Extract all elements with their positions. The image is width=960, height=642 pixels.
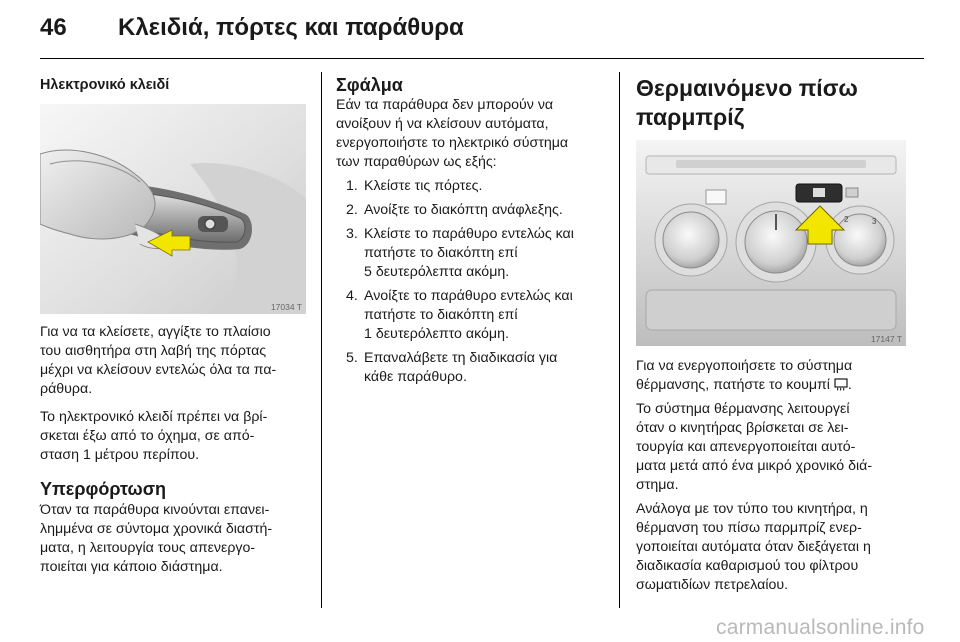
column-divider-2 xyxy=(619,72,620,608)
fault-heading: Σφάλμα xyxy=(336,75,403,95)
heated-rear-window-heading: Θερμαινόμενο πίσω παρμπρίζ xyxy=(636,75,858,130)
para-overload: Όταν τα παράθυρα κινούνται επανει- λημμένα σε σύντομα χρονικά διαστή- ματα, η λειτουργία τους απενεργο- ποιείται για κάποιο διάστημα. xyxy=(40,502,273,575)
para-heating-operation: Το σύστημα θέρμανσης λειτουργεί όταν ο κινητήρας βρίσκεται σε λει- τουργία και απενεργοποιείται αυτό- ματα μετά από ένα μικρό χρονικό διά- στημα. xyxy=(636,401,873,493)
fault-steps-list xyxy=(336,177,612,387)
watermark: carmanualsonline.info xyxy=(716,616,925,639)
list-item: 2. Ανοίξτε το διακόπτη ανάφλεξης. xyxy=(346,202,563,218)
overload-heading: Υπερφόρτωση xyxy=(40,479,167,499)
control-panel-figure xyxy=(636,140,906,346)
heated-rear-window-icon xyxy=(834,378,848,391)
list-item: 1. Κλείστε τις πόρτες. xyxy=(346,178,483,194)
door-handle-figure xyxy=(40,104,306,314)
para-close-windows: Για να τα κλείσετε, αγγίξτε το πλαίσιο του αισθητήρα στη λαβή της πόρτας μέχρι να κλείσουν εντελώς όλα τα πα- ράθυρα. xyxy=(40,324,277,397)
column-1 xyxy=(40,76,310,95)
para-fault-intro: Εάν τα παράθυρα δεν μπορούν να ανοίξουν ή να κλείσουν αυτόματα, ενεργοποιήστε το ηλεκτρικό σύστημα των παραθύρων ως εξής: xyxy=(336,97,569,170)
column-divider-1 xyxy=(321,72,322,608)
list-item: 3. Κλείστε το παράθυρο εντελώς και πατήστε το διακόπτη επί 5 δευτερόλεπτα ακόμη. xyxy=(346,226,574,280)
column-1-text xyxy=(40,323,312,577)
list-item: 5. Επαναλάβετε τη διαδικασία για κάθε παράθυρο. xyxy=(346,350,558,385)
door-handle-illustration xyxy=(40,104,306,314)
svg-text:3: 3 xyxy=(872,217,877,226)
svg-text:2: 2 xyxy=(844,215,849,224)
subheading-electronic-key: Ηλεκτρονικό κλειδί xyxy=(40,77,170,93)
column-2 xyxy=(336,75,612,387)
figure-code-2: 17147 T xyxy=(870,334,902,344)
list-item: 4. Ανοίξτε το παράθυρο εντελώς και πατήστε το διακόπτη επί 1 δευτερόλεπτο ακόμη. xyxy=(346,288,573,342)
page-header xyxy=(40,14,920,54)
para-key-distance: Το ηλεκτρονικό κλειδί πρέπει να βρί- σκεται έξω από το όχημα, σε από- σταση 1 μέτρου περίπου. xyxy=(40,409,268,463)
para-activate-heating: Για να ενεργοποιήσετε το σύστημα θέρμανσης, πατήστε το κουμπί . xyxy=(636,358,853,393)
header-rule xyxy=(40,58,924,59)
chapter-title: Κλειδιά, πόρτες και παράθυρα xyxy=(118,14,464,41)
page-number: 46 xyxy=(40,14,67,41)
figure-code-1: 17034 T xyxy=(270,302,302,312)
column-3 xyxy=(636,74,926,132)
para-engine-type: Ανάλογα με τον τύπο του κινητήρα, η θέρμανση του πίσω παρμπρίζ ενερ- γοποιείται αυτόματα όταν διεξάγεται η διαδικασία καθαρισμού του φίλτρου σωματιδίων πετρελαίου. xyxy=(636,501,871,593)
climate-control-illustration xyxy=(636,140,906,346)
column-3-text xyxy=(636,357,928,595)
